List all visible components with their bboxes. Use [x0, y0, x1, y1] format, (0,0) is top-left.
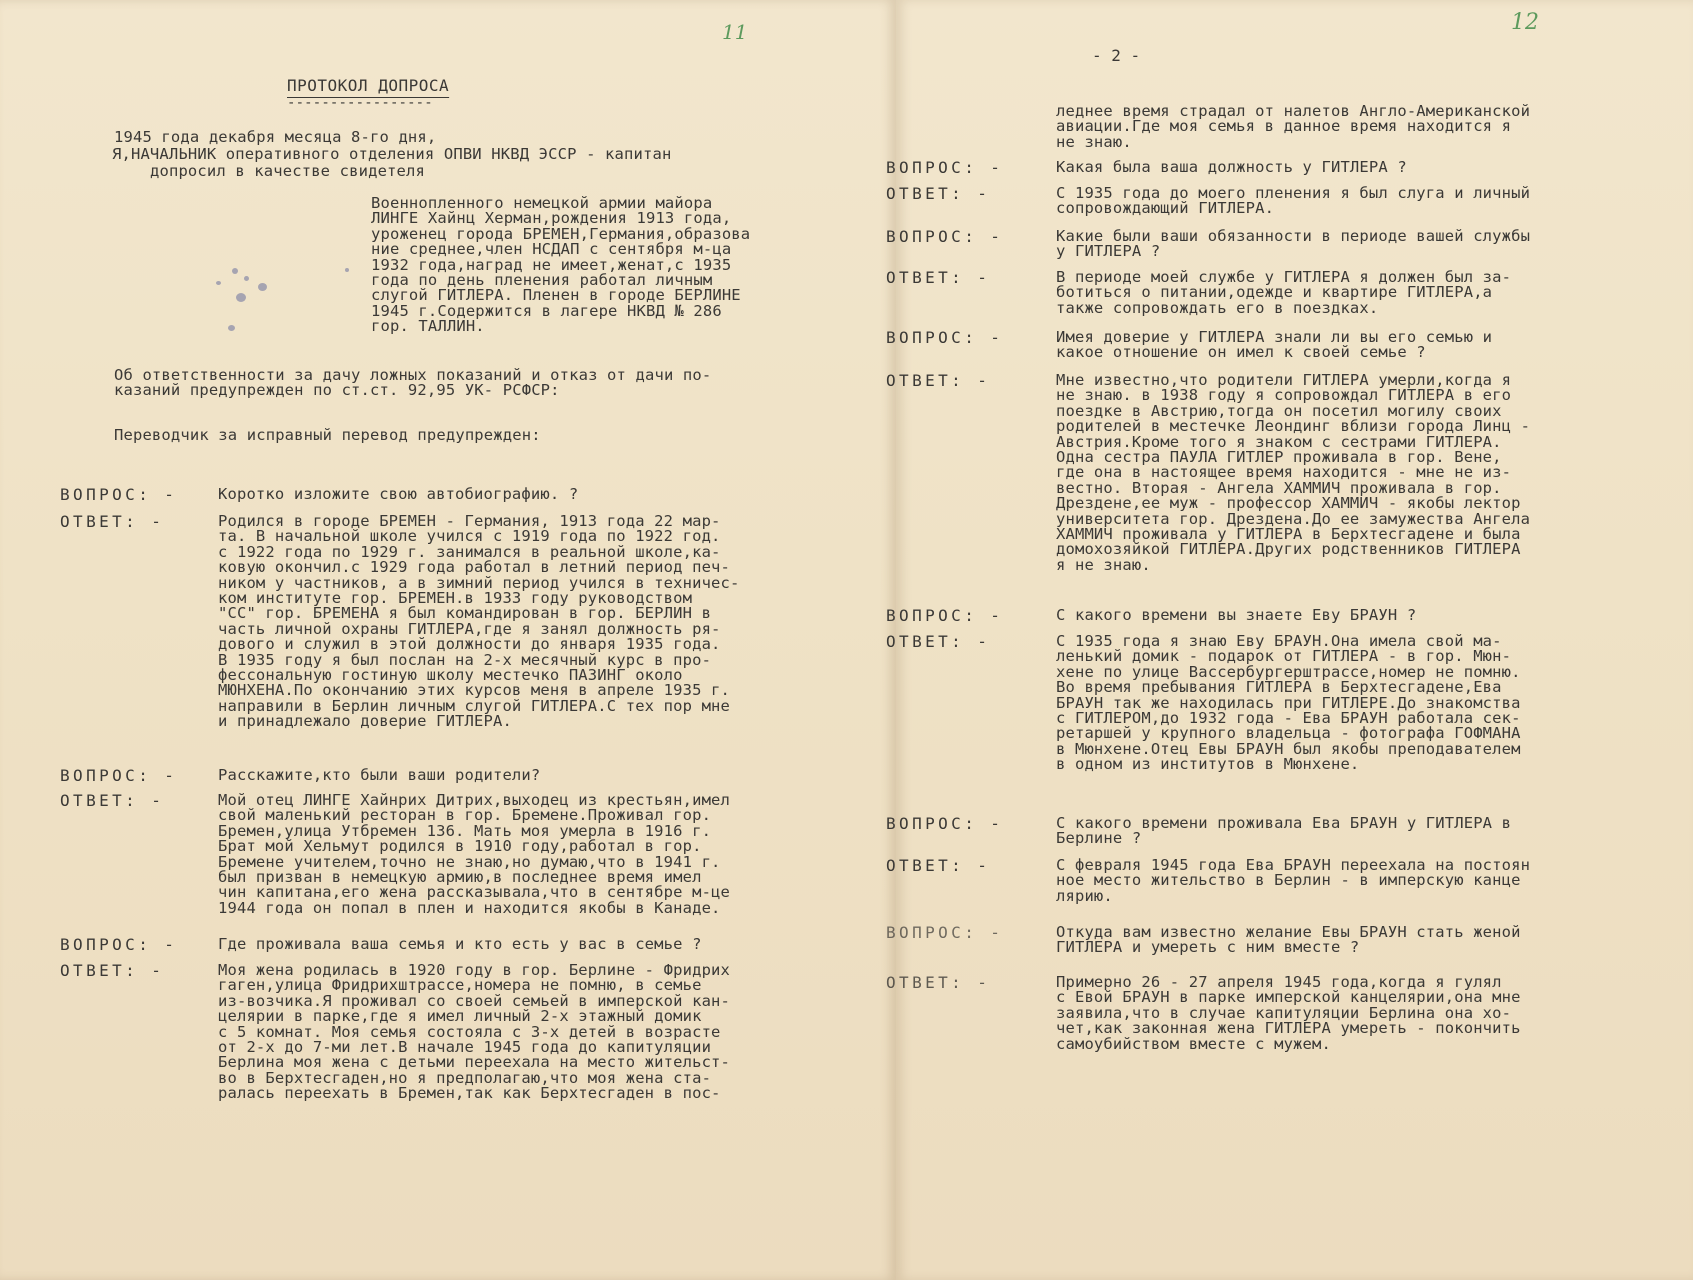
header-officer-line: Я,НАЧАЛЬНИК оперативного отделения ОПВИ НКВД ЭССР - капитан: [112, 145, 672, 163]
responsibility-warning: Об ответственности за дачу ложных показаний и отказ от дачи по- казаний предупрежден по ст.ст. 92,95 УК- РСФСР:: [114, 366, 712, 400]
qa-answer-text: Родился в городе БРЕМЕН - Германия, 1913 года 22 мар- та. В начальной школе учился с 1919 года по 1922 год. с 1922 года по 1929 г. занимался в реальной школе,ка- ковую окончил.с 1929 года работал в летний период печ- ником у частников, а в зимний период учился в техничес- ком институте гор. БРЕМЕН.в 1933 году руководством "СС" гор. БРЕМЕНА я был командирован в гор. БЕРЛИН в часть личной охраны ГИТЛЕРА,где я занял должность ря- дового и служил в этой должности до января 1935 года. В 1935 году я был послан на 2-х месячный курс в про- фессональную гостиную школу местечко ПАЗИНГ около МЮНХЕНА.По окончанию этих курсов меня в апреле 1935 г. направили в Берлин личным слугой ГИТЛЕРА.С тех пор мне и принадлежало доверие ГИТЛЕРА.: [218, 512, 740, 731]
qa-label-answer: ОТВЕТ: -: [886, 856, 991, 875]
title-underline-dashes: -----------------: [287, 95, 433, 111]
ink-blot: [345, 268, 349, 272]
ink-blot: [236, 293, 246, 302]
qa-question-text: Имея доверие у ГИТЛЕРА знали ли вы его семью и какое отношение он имел к своей семье ?: [1056, 328, 1493, 362]
qa-question-text: Где проживала ваша семья и кто есть у вас в семье ?: [218, 935, 702, 953]
qa-question-text: Расскажите,кто были ваши родители?: [218, 766, 541, 784]
qa-answer-text: Мне известно,что родители ГИТЛЕРА умерли,когда я не знаю. в 1938 году я сопровождал ГИТЛЕРА в его поездке в Австрию,тогда он посетил могилу своих родителей в местечке Леондинг вблизи города Линц - Австрия.Кроме того я знаком с сестрами ГИТЛЕРА. Одна сестра ПАУЛА ГИТЛЕР проживала в гор. Вене, где она в настоящее время находится - мне не из- вестно. Вторая - Ангела ХАММИЧ проживала в гор. Дрездене,ее муж - профессор ХАММИЧ - якобы лектор университета гор. Дрездена.До ее замужества Ангела ХАММИЧ проживала у ГИТЛЕРА в Берхтесгадене и была домохозяйкой ГИТЛЕРА.Других родственников ГИТЛЕРА я не знаю.: [1056, 371, 1531, 574]
qa-label-answer: ОТВЕТ: -: [60, 791, 165, 810]
qa-label-answer: ОТВЕТ: -: [886, 371, 991, 390]
qa-label-question: ВОПРОС: -: [886, 227, 1004, 246]
qa-label-question: ВОПРОС: -: [886, 814, 1004, 833]
right-page: [886, 0, 1693, 1280]
qa-answer-text: В периоде моей службе у ГИТЛЕРА я должен был за- ботиться о питании,одежде и квартире ГИТЛЕРА,а также сопровождать его в поездках.: [1056, 268, 1512, 317]
ink-blot: [232, 268, 238, 274]
qa-question-text: Какая была ваша должность у ГИТЛЕРА ?: [1056, 158, 1407, 176]
qa-answer-text: С 1935 года я знаю Еву БРАУН.Она имела свой ма- ленький домик - подарок от ГИТЛЕРА - в гор. Мюн- хене по улице Вассербургерштрассе,номер не помню. Во время пребывания ГИТЛЕРА в Берхтесгадене,Ева БРАУН так же находилась при ГИТЛЕРЕ.До знакомства с ГИТЛЕРОМ,до 1932 года - Ева БРАУН работала сек- ретаршей у крупного владельца - фотографа ГОФМАНА в Мюнхене.Отец Евы БРАУН был якобы преподавателем в одном из институтов в Мюнхене.: [1056, 632, 1521, 774]
qa-label-answer: ОТВЕТ: -: [886, 184, 991, 203]
answer-continuation: леднее время страдал от налетов Англо-Американской авиации.Где моя семья в данное время находится я не знаю.: [1056, 102, 1531, 151]
ink-blot: [244, 276, 249, 281]
ink-blot: [258, 283, 267, 291]
qa-label-answer: ОТВЕТ: -: [886, 268, 991, 287]
qa-question-text: С какого времени вы знаете Еву БРАУН ?: [1056, 606, 1417, 624]
qa-answer-text: Мой отец ЛИНГЕ Хайнрих Дитрих,выходец из крестьян,имел свой маленький ресторан в гор. Бремене.Проживал гор. Бремен,улица Утбремен 136. Мать моя умерла в 1916 г. Брат мой Хельмут родился в 1910 году,работал в гор. Бремене учителем,точно не знаю,но думаю,что в 1941 г. был призван в немецкую армию,в последнее время имел чин капитана,его жена рассказывала,что в сентябре м-це 1944 года он попал в плен и находится якобы в Канаде.: [218, 791, 731, 917]
handwritten-page-number-left: 11: [722, 20, 748, 44]
qa-label-answer: ОТВЕТ: -: [60, 512, 165, 531]
qa-label-answer: ОТВЕТ: -: [886, 632, 991, 651]
handwritten-page-number-right: 12: [1511, 10, 1539, 35]
qa-answer-text: Примерно 26 - 27 апреля 1945 года,когда я гулял с Евой БРАУН в парке имперской канцелярии,она мне заявила,что в случае капитуляции Берлина она хо- чет,как законная жена ГИТЛЕРА умереть - покончить самоубийством вместе с мужем.: [1056, 973, 1521, 1053]
header-date-line: 1945 года декабря месяца 8-го дня,: [114, 128, 437, 146]
qa-question-text: Коротко изложите свою автобиографию. ?: [218, 485, 579, 503]
qa-label-question: ВОПРОС: -: [886, 328, 1004, 347]
qa-label-answer: ОТВЕТ: -: [886, 973, 991, 992]
qa-label-question: ВОПРОС: -: [886, 158, 1004, 177]
qa-label-question: ВОПРОС: -: [60, 935, 178, 954]
qa-label-answer: ОТВЕТ: -: [60, 961, 165, 980]
document-title: ПРОТОКОЛ ДОПРОСА: [287, 76, 450, 95]
qa-label-question: ВОПРОС: -: [886, 606, 1004, 625]
qa-answer-text: Моя жена родилась в 1920 году в гор. Берлине - Фридрих гаген,улица Фридрихштрассе,номера не помню, в семье из-возчика.Я проживал со своей семьей в имперской кан- целярии в парке,где я имел личный 2-х этажный домик с 5 комнат. Моя семья состояла с 3-х детей в возрасте от 2-х до 7-ми лет.В начале 1945 года до капитуляции Берлина моя жена с детьми переехала на место жительст- во в Берхтесгаден,но я предполагаю,что моя жена ста- ралась переехать в Бремен,так как Берхтесгаден в пос-: [218, 961, 731, 1103]
qa-label-question: ВОПРОС: -: [60, 766, 178, 785]
qa-answer-text: С 1935 года до моего пленения я был слуга и личный сопровождающий ГИТЛЕРА.: [1056, 184, 1531, 218]
witness-description: Военнопленного немецкой армии майора ЛИНГЕ Хайнц Херман,рождения 1913 года, уроженец города БРЕМЕН,Германия,образова ние среднее,член НСДАП с сентября м-ца 1932 года,наград не имеет,женат,с 1935 года по день пленения работал личным слугой ГИТЛЕРА. Пленен в городе БЕРЛИНЕ 1945 г.Содержится в лагере НКВД № 286 гор. ТАЛЛИН.: [371, 194, 751, 336]
typed-page-number: - 2 -: [1092, 46, 1141, 65]
ink-blot: [228, 325, 235, 331]
header-witness-line: допросил в качестве свидетеля: [150, 162, 425, 180]
qa-question-text: Какие были ваши обязанности в периоде вашей службы у ГИТЛЕРА ?: [1056, 227, 1531, 261]
qa-question-text: С какого времени проживала Ева БРАУН у ГИТЛЕРА в Берлине ?: [1056, 814, 1512, 848]
ink-blot: [216, 281, 221, 285]
qa-label-question: ВОПРОС: -: [886, 923, 1004, 942]
qa-answer-text: С февраля 1945 года Ева БРАУН переехала на постоян ное место жительство в Берлин - в имперскую канце лярию.: [1056, 856, 1531, 905]
translator-warning: Переводчик за исправный перевод предупрежден:: [114, 426, 541, 444]
qa-question-text: Откуда вам известно желание Евы БРАУН стать женой ГИТЛЕРА и умереть с ним вместе ?: [1056, 923, 1521, 957]
qa-label-question: ВОПРОС: -: [60, 485, 178, 504]
